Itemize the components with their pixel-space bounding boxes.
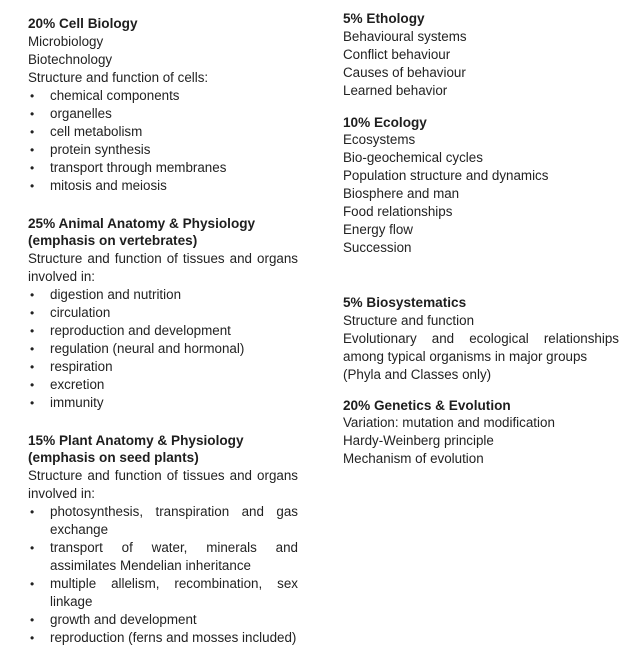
topic-line: Food relationships: [343, 204, 453, 219]
list-item-text: photosynthesis, transpiration and gas exchange: [50, 503, 298, 537]
bullet-icon: •: [30, 341, 35, 356]
list-item-text: multiple allelism, recombination, sex linkage: [50, 575, 298, 609]
topic-line: (Phyla and Classes only): [343, 366, 492, 382]
list-item: [28, 322, 298, 340]
list-item: [28, 376, 298, 394]
heading-cell-biology: 20% Cell Biology: [28, 16, 138, 31]
section-cell-biology: [28, 15, 298, 195]
topic-line: Succession: [343, 240, 412, 255]
right-column: [343, 10, 619, 468]
list-item-text: respiration: [50, 358, 113, 374]
bullet-icon: •: [30, 106, 35, 121]
list-item: [28, 358, 298, 376]
bullet-icon: •: [30, 630, 35, 645]
list-item: [28, 87, 298, 105]
list-item-text: mitosis and meiosis: [50, 177, 167, 193]
list-item: [28, 575, 298, 611]
heading-biosystematics: 5% Biosystematics: [343, 295, 467, 310]
section-biosystematics: [343, 294, 619, 384]
section-animal-anatomy: [28, 215, 298, 412]
list-item-text: circulation: [50, 304, 111, 320]
list-item-text: transport through membranes: [50, 159, 227, 175]
list-item: [28, 177, 298, 195]
list-item-text: excretion: [50, 376, 105, 392]
list-item-text: organelles: [50, 105, 112, 121]
bullet-icon: •: [30, 576, 35, 591]
heading-animal-anatomy: 25% Animal Anatomy & Physiology: [28, 215, 256, 231]
list-item: [28, 123, 298, 141]
topic-line: Evolutionary and ecological relationships among typical organisms in major groups: [343, 330, 619, 364]
topic-line: Population structure and dynamics: [343, 168, 549, 183]
list-item-text: immunity: [50, 394, 104, 410]
bullet-icon: •: [30, 124, 35, 139]
bullet-list-animal: [28, 286, 298, 412]
bullet-list-cell-biology: [28, 87, 298, 195]
list-item-text: reproduction (ferns and mosses included): [50, 629, 297, 645]
list-item-text: regulation (neural and hormonal): [50, 340, 245, 356]
section-genetics-evolution: [343, 397, 619, 469]
topic-intro: Structure and function of tissues and organs involved in:: [28, 467, 298, 501]
list-item: [28, 141, 298, 159]
heading-plant-anatomy: 15% Plant Anatomy & Physiology: [28, 432, 244, 448]
topic-line: Causes of behaviour: [343, 64, 466, 80]
list-item: [28, 611, 298, 629]
heading-plant-emphasis: (emphasis on seed plants): [28, 450, 199, 465]
topic-line: Structure and function of cells:: [28, 69, 209, 85]
list-item: [28, 304, 298, 322]
list-item: [28, 539, 298, 575]
bullet-icon: •: [30, 377, 35, 392]
topic-line: Hardy-Weinberg principle: [343, 433, 494, 448]
heading-animal-emphasis: (emphasis on vertebrates): [28, 233, 198, 248]
list-item: [28, 503, 298, 539]
bullet-icon: •: [30, 395, 35, 410]
section-plant-anatomy: [28, 432, 298, 647]
list-item-text: protein synthesis: [50, 141, 151, 157]
list-item-text: growth and development: [50, 611, 197, 627]
topic-line: Biotechnology: [28, 51, 113, 67]
bullet-icon: •: [30, 287, 35, 302]
list-item-text: transport of water, minerals and assimilates Mendelian inheritance: [50, 539, 298, 573]
bullet-icon: •: [30, 305, 35, 320]
topic-line: Learned behavior: [343, 82, 448, 98]
topic-line: Ecosystems: [343, 132, 416, 147]
bullet-icon: •: [30, 178, 35, 193]
topic-line: Structure and function: [343, 312, 475, 328]
bullet-icon: •: [30, 160, 35, 175]
heading-ecology: 10% Ecology: [343, 114, 427, 130]
topic-line: Biosphere and man: [343, 186, 460, 201]
section-ethology: [343, 10, 619, 100]
bullet-icon: •: [30, 612, 35, 627]
topic-line: Mechanism of evolution: [343, 451, 484, 466]
list-item: [28, 105, 298, 123]
bullet-list-plant: [28, 503, 298, 647]
list-item: [28, 340, 298, 358]
topic-line: Variation: mutation and modification: [343, 415, 555, 430]
section-ecology: [343, 114, 619, 258]
list-item: [28, 394, 298, 412]
heading-ethology: 5% Ethology: [343, 11, 425, 26]
list-item-text: reproduction and development: [50, 322, 231, 338]
list-item: [28, 286, 298, 304]
bullet-icon: •: [30, 142, 35, 157]
bullet-icon: •: [30, 323, 35, 338]
list-item: [28, 629, 298, 647]
topic-line: Behavioural systems: [343, 28, 467, 44]
topic-line: Microbiology: [28, 33, 104, 49]
list-item-text: digestion and nutrition: [50, 286, 182, 302]
left-column: [28, 10, 298, 647]
topic-line: Conflict behaviour: [343, 46, 451, 62]
list-item: [28, 159, 298, 177]
bullet-icon: •: [30, 359, 35, 374]
list-item-text: chemical components: [50, 87, 180, 103]
bullet-icon: •: [30, 88, 35, 103]
bullet-icon: •: [30, 540, 35, 555]
bullet-icon: •: [30, 504, 35, 519]
topic-line: Bio-geochemical cycles: [343, 150, 483, 165]
topic-line: Energy flow: [343, 222, 413, 237]
list-item-text: cell metabolism: [50, 123, 143, 139]
topic-intro: Structure and function of tissues and organs involved in:: [28, 250, 298, 284]
heading-genetics-evolution: 20% Genetics & Evolution: [343, 397, 511, 413]
